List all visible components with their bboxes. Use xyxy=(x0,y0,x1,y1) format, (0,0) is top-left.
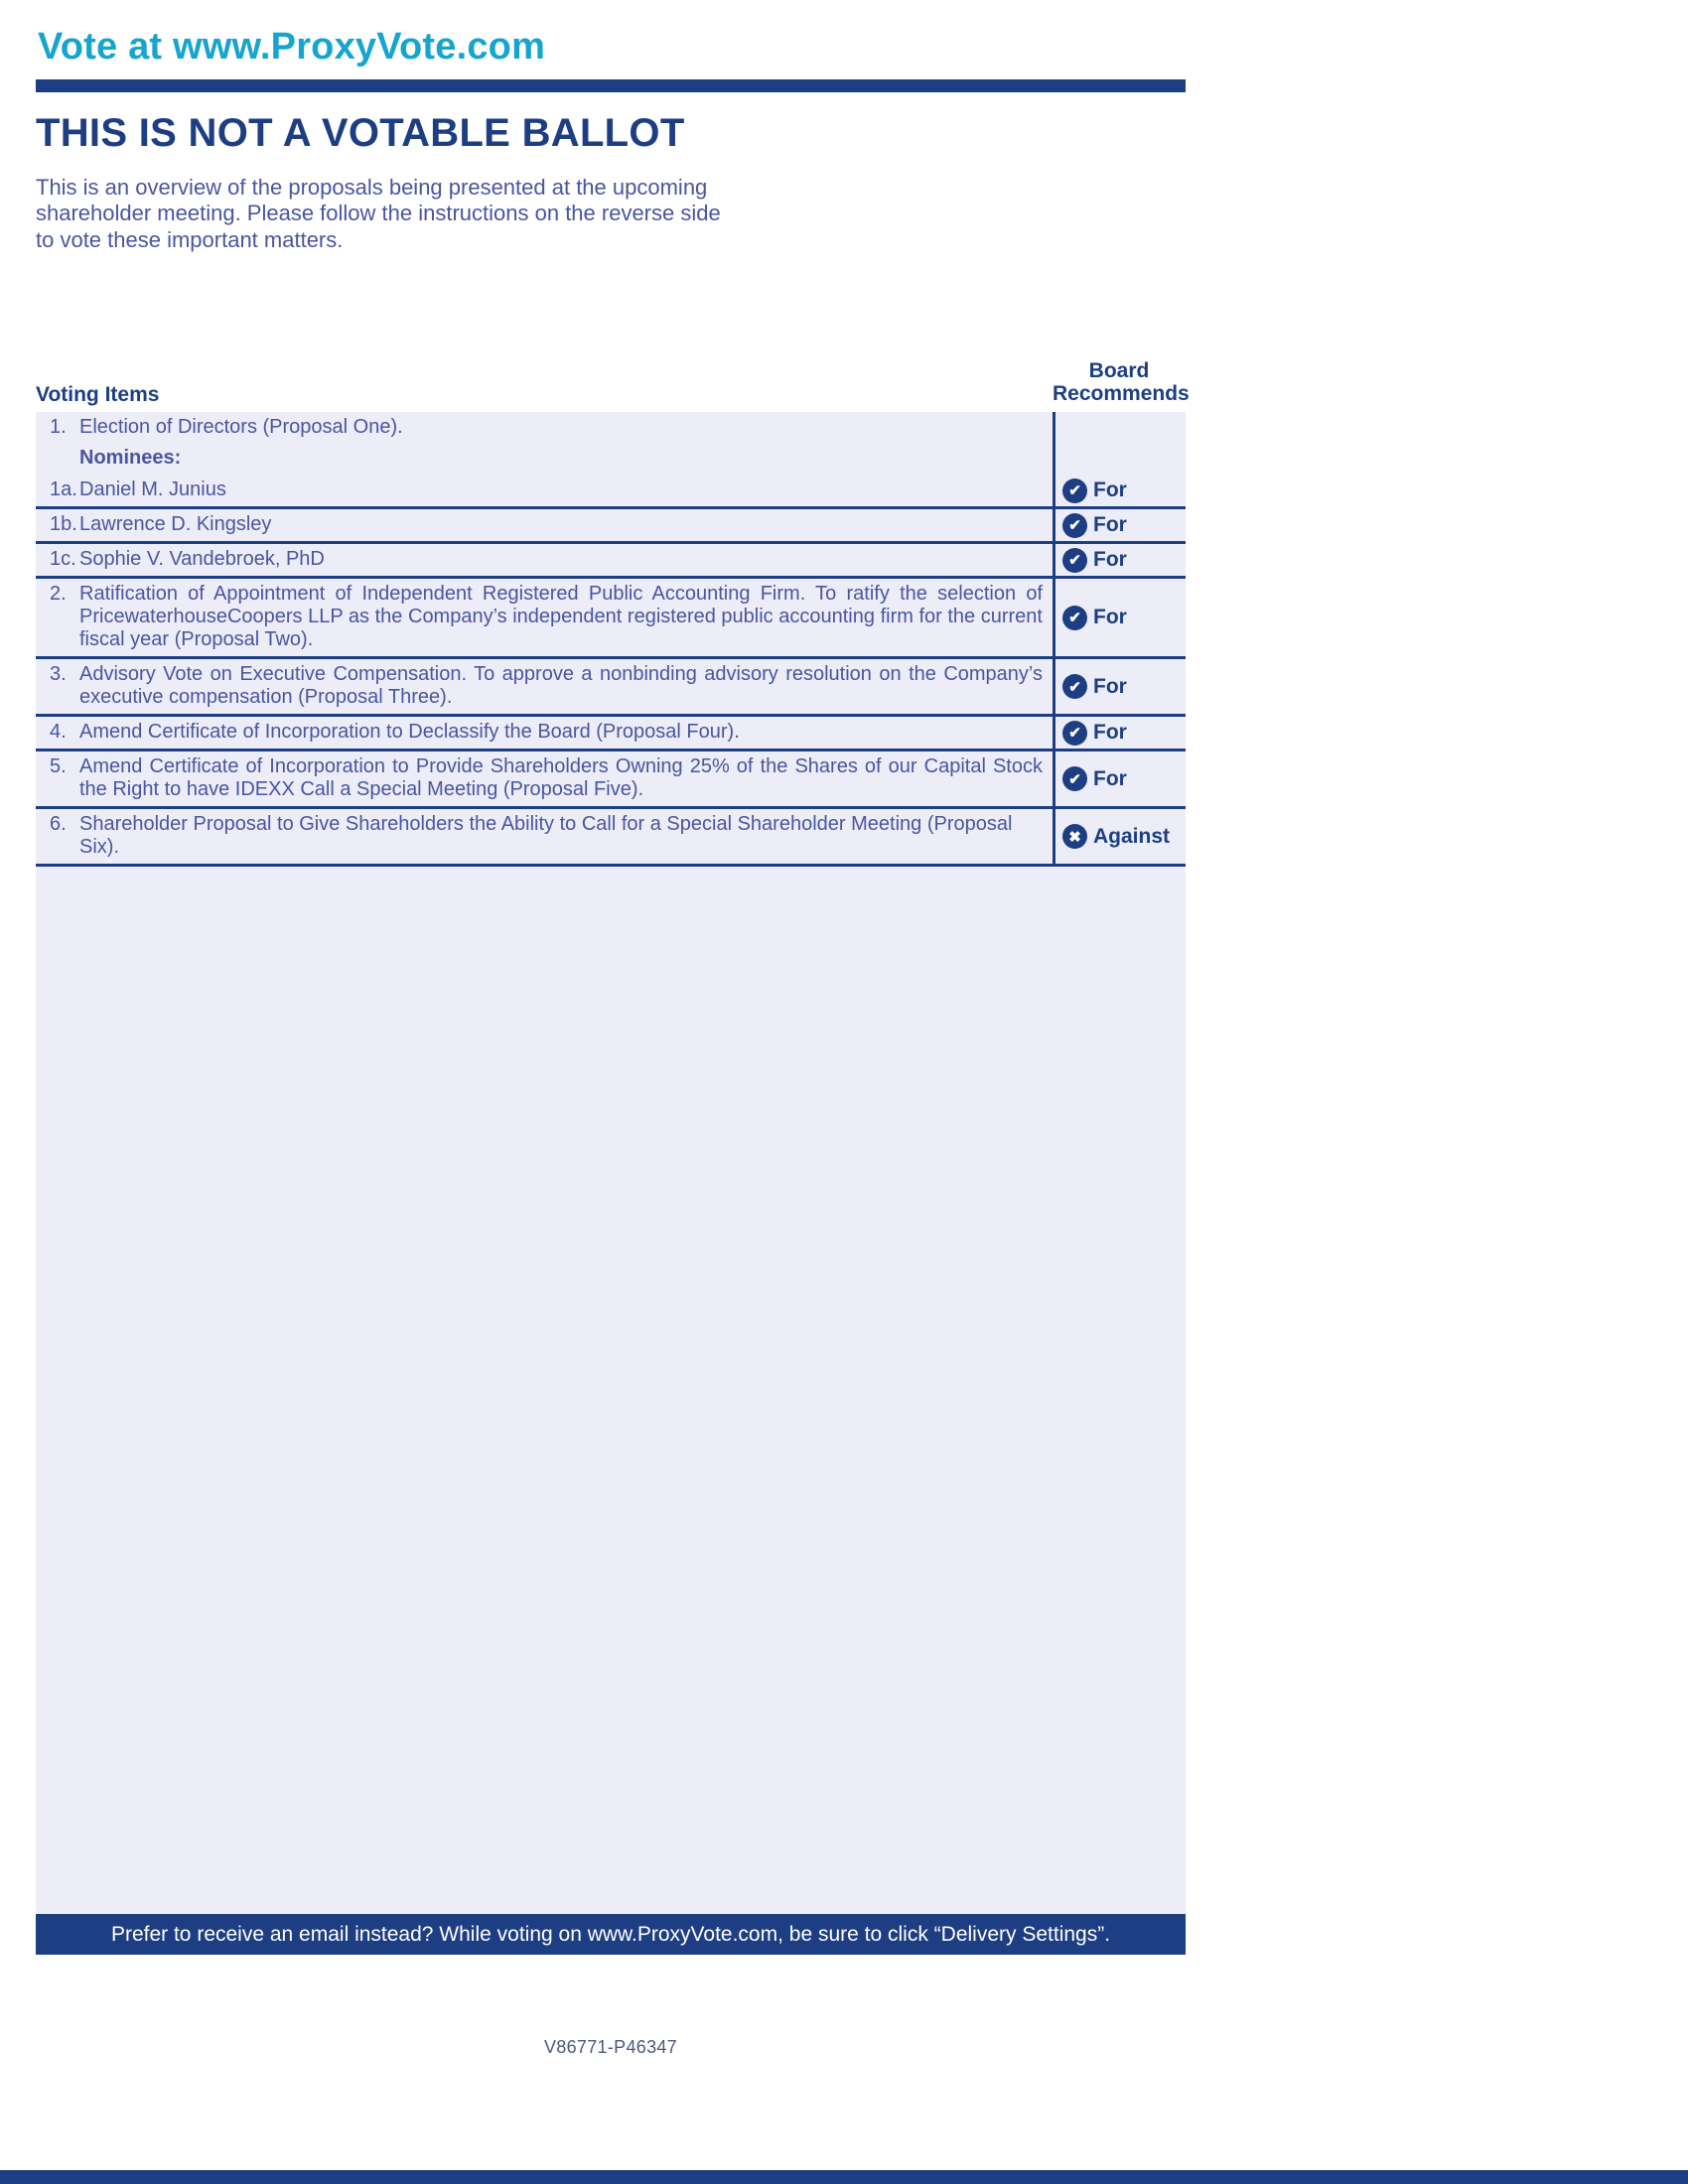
recommendation-label: For xyxy=(1093,766,1127,790)
row-proposal-4 xyxy=(36,717,1186,751)
row-nominee-1b xyxy=(36,509,1186,544)
proposal-4-number: 4. xyxy=(50,721,67,743)
for-check-icon: ✔ xyxy=(1062,478,1087,503)
proposal-4-recommend xyxy=(1055,717,1186,749)
proposal-6-text: Shareholder Proposal to Give Shareholders the Ability to Call for a Special Shareholder Meeting (Proposal Six). xyxy=(79,813,1013,858)
header-rule xyxy=(36,79,1186,92)
voting-items-header: Voting Items xyxy=(36,383,160,406)
proposal-6-recommend xyxy=(1055,809,1186,864)
proposal-1-recommend-cell xyxy=(1055,412,1186,475)
recommendation-label: For xyxy=(1093,721,1127,744)
nominee-1b-name: Lawrence D. Kingsley xyxy=(79,513,272,535)
row-proposal-5 xyxy=(36,751,1186,809)
for-check-icon: ✔ xyxy=(1062,548,1087,573)
proposal-1-number: 1. xyxy=(50,416,67,438)
proposal-2-recommend xyxy=(1055,579,1186,656)
proposal-5-text: Amend Certificate of Incorporation to Provide Shareholders Owning 25% of the Shares of our Capital Stock the Right to have IDEXX Call a Special Meeting (Proposal Five). xyxy=(79,755,1043,800)
for-check-icon: ✔ xyxy=(1062,606,1087,630)
proposal-1-text: Election of Directors (Proposal One). xyxy=(79,416,403,438)
proposal-2-number: 2. xyxy=(50,583,67,605)
proposal-3-text: Advisory Vote on Executive Compensation. To approve a nonbinding advisory resolution on the Company’s executive compensation (Proposal Three). xyxy=(79,663,1043,708)
nominee-1a-name: Daniel M. Junius xyxy=(79,478,226,500)
recommendation-label: For xyxy=(1093,548,1127,571)
proxyvote-url: Vote at www.ProxyVote.com xyxy=(38,26,546,68)
bottom-rule xyxy=(0,2170,1688,2184)
empty-number-cell xyxy=(36,447,79,470)
row-proposal-3 xyxy=(36,659,1186,717)
against-x-icon: ✖ xyxy=(1062,824,1087,849)
row-proposal-6 xyxy=(36,809,1186,867)
for-check-icon: ✔ xyxy=(1062,766,1087,791)
recommendation-label: Against xyxy=(1093,824,1171,848)
proposal-1-cell xyxy=(36,412,1055,475)
email-delivery-banner: Prefer to receive an email instead? While voting on www.ProxyVote.com, be sure to click “Delivery Settings”. xyxy=(36,1914,1186,1955)
row-proposal-2 xyxy=(36,579,1186,659)
form-code: V86771-P46347 xyxy=(543,2037,677,2057)
nominee-1b-recommend xyxy=(1055,509,1186,541)
nominee-1a-number: 1a. xyxy=(50,478,77,500)
for-check-icon: ✔ xyxy=(1062,721,1087,746)
voting-table xyxy=(36,412,1186,1914)
proposal-3-number: 3. xyxy=(50,663,67,685)
nominees-label: Nominees: xyxy=(79,447,182,469)
board-recommends-line1: Board xyxy=(1088,359,1150,382)
proposal-2-text: Ratification of Appointment of Independent Registered Public Accounting Firm. To ratify the selection of PricewaterhouseCoopers LLP as the Company’s independent registered public accounting firm for the current fiscal year (Proposal Two). xyxy=(79,583,1043,650)
row-nominee-1c xyxy=(36,544,1186,579)
recommendation-label: For xyxy=(1093,606,1127,628)
nominee-1b-number: 1b. xyxy=(50,513,77,535)
spacer xyxy=(36,439,1043,447)
recommendation-label: For xyxy=(1093,478,1127,501)
proposal-5-number: 5. xyxy=(50,755,67,777)
proposal-5-recommend xyxy=(1055,751,1186,806)
proposal-3-recommend xyxy=(1055,659,1186,714)
nominee-1c-recommend xyxy=(1055,544,1186,576)
proposal-4-text: Amend Certificate of Incorporation to Declassify the Board (Proposal Four). xyxy=(79,721,740,743)
for-check-icon: ✔ xyxy=(1062,513,1087,538)
row-nominee-1a xyxy=(36,475,1186,509)
recommendation-label: For xyxy=(1093,513,1127,536)
recommendation-label: For xyxy=(1093,674,1127,698)
for-check-icon: ✔ xyxy=(1062,674,1087,699)
proposal-6-number: 6. xyxy=(50,813,67,835)
intro-text: This is an overview of the proposals being presented at the upcoming shareholder meeting. Please follow the instructions on the reverse side to vote these important matters. xyxy=(36,175,721,252)
row-proposal-1 xyxy=(36,412,1186,475)
board-recommends-line2: Recommends xyxy=(1053,382,1190,405)
nominee-1c-number: 1c. xyxy=(50,548,76,570)
not-votable-title: THIS IS NOT A VOTABLE BALLOT xyxy=(36,111,685,155)
nominee-1c-name: Sophie V. Vandebroek, PhD xyxy=(79,548,325,570)
board-recommends-header xyxy=(1053,359,1190,405)
nominee-1a-recommend xyxy=(1055,475,1186,506)
